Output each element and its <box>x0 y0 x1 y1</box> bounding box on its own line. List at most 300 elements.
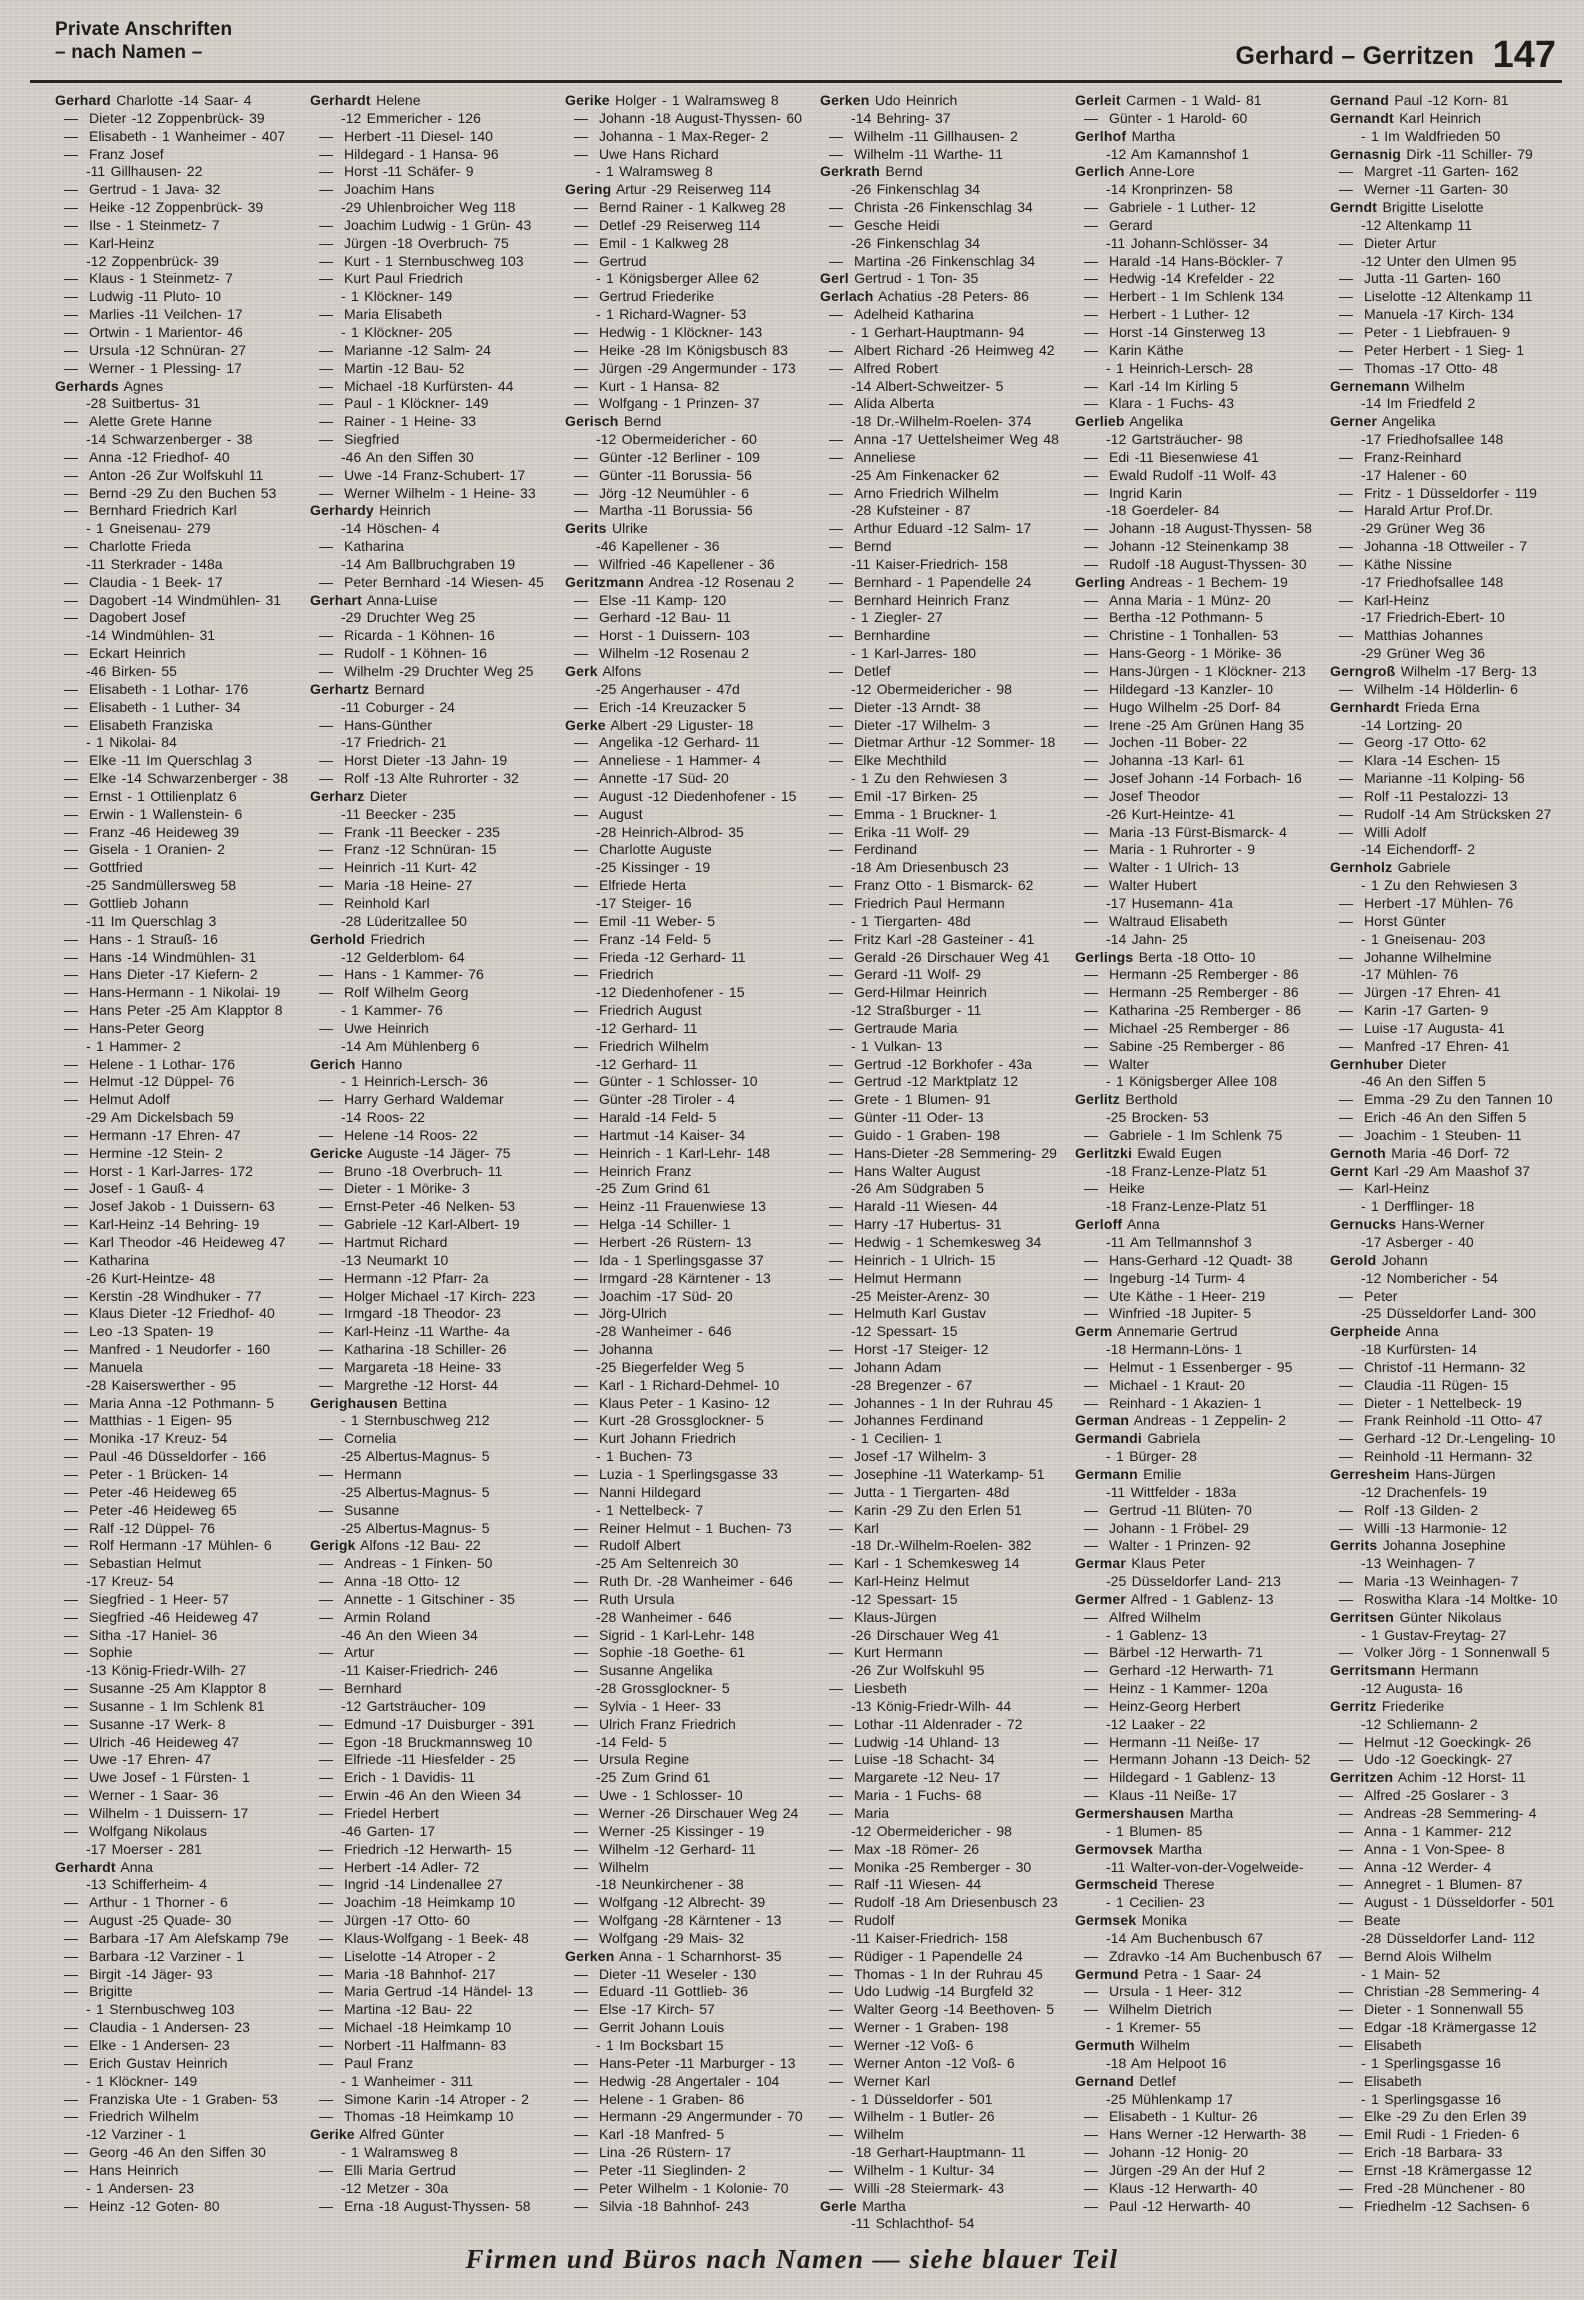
ditto-dash: — <box>64 2161 78 2178</box>
ditto-entry-line: — Gertrud Friederike <box>565 288 815 306</box>
ditto-dash: — <box>829 1448 843 1465</box>
ditto-entry-line: — Hedwig - 1 Klöckner- 143 <box>565 324 815 342</box>
surname: Germershausen <box>1075 1805 1185 1821</box>
ditto-entry-line: — Manfred -17 Ehren- 41 <box>1330 1038 1580 1056</box>
surname: Gerike <box>310 2126 355 2143</box>
address-continuation-line: -18 Kurfürsten- 14 <box>1361 1341 1477 1358</box>
ditto-dash: — <box>319 127 333 144</box>
ditto-entry-line: — Helmut Adolf <box>55 1091 305 1109</box>
ditto-entry-line: — Paul -46 Düsseldorfer - 166 <box>55 1448 305 1466</box>
surname-entry-line: Gerhardt Anna <box>55 1858 154 1875</box>
ditto-dash: — <box>64 1216 78 1233</box>
ditto-dash: — <box>64 1394 78 1411</box>
header-right <box>1236 34 1556 77</box>
ditto-entry-line: — Rolf -11 Pestalozzi- 13 <box>1330 788 1580 806</box>
ditto-entry-line: — Ingrid Karin <box>1075 485 1325 503</box>
ditto-dash: — <box>1084 1501 1098 1518</box>
ditto-dash: — <box>1084 698 1098 715</box>
ditto-dash: — <box>64 1412 78 1429</box>
ditto-entry-line: — Hermann -29 Angermunder - 70 <box>565 2108 815 2126</box>
ditto-dash: — <box>1084 984 1098 1001</box>
ditto-dash: — <box>1084 484 1098 501</box>
ditto-dash: — <box>64 948 78 965</box>
ditto-entry-line: — Hermann -11 Neiße- 17 <box>1075 1734 1325 1752</box>
column-2 <box>310 92 560 2233</box>
ditto-dash: — <box>1084 1787 1098 1804</box>
ditto-entry-line: — Katharina -18 Schiller- 26 <box>310 1341 560 1359</box>
ditto-entry-line: — Erna -18 August-Thyssen- 58 <box>310 2198 560 2216</box>
ditto-entry-line: — Willi -28 Steiermark- 43 <box>820 2180 1070 2198</box>
surname: Germandi <box>1075 1430 1142 1447</box>
ditto-entry-line: — Horst -11 Schäfer- 9 <box>310 163 560 181</box>
ditto-dash: — <box>829 1947 843 1964</box>
ditto-entry-line: — Charlotte Frieda <box>55 538 305 556</box>
ditto-entry-line: — Harald -11 Wiesen- 44 <box>820 1198 1070 1216</box>
ditto-dash: — <box>319 1733 333 1750</box>
ditto-dash: — <box>1339 234 1353 251</box>
ditto-entry-line: — Gabriele -12 Karl-Albert- 19 <box>310 1216 560 1234</box>
address-continuation-line: -26 Kurt-Heintze- 41 <box>1106 805 1236 822</box>
ditto-dash: — <box>829 1483 843 1500</box>
surname-entry-line: Gerk Alfons <box>565 663 642 679</box>
ditto-entry-line: — Marianne -11 Kolping- 56 <box>1330 770 1580 788</box>
ditto-entry-line: — Martin -12 Bau- 52 <box>310 360 560 378</box>
address-continuation-line: -25 Brocken- 53 <box>1106 1109 1209 1126</box>
ditto-dash: — <box>319 1805 333 1821</box>
ditto-dash: — <box>574 1234 588 1250</box>
surname-entry-line: Germar Klaus Peter <box>1075 1555 1206 1572</box>
surname-entry-line: Gerritz Friederike <box>1330 1697 1445 1714</box>
surname: Gerlach <box>820 288 874 305</box>
page-title-line2: – nach Namen – <box>55 42 203 63</box>
surname: Gerleit <box>1075 92 1121 108</box>
ditto-entry-line: — Erich -14 Kreuzacker 5 <box>565 699 815 717</box>
address-continuation-line: -11 Kaiser-Friedrich- 246 <box>341 1662 498 1679</box>
ditto-dash: — <box>574 1662 588 1679</box>
address-continuation-line: -11 Im Querschlag 3 <box>86 912 217 929</box>
ditto-dash: — <box>64 1555 78 1572</box>
ditto-entry-line: — Heike -28 Im Königsbusch 83 <box>565 342 815 360</box>
address-continuation-line: -26 Finkenschlag 34 <box>851 234 981 251</box>
ditto-dash: — <box>64 2019 78 2036</box>
ditto-dash: — <box>829 252 843 269</box>
ditto-entry-line: — Rolf -13 Alte Ruhrorter - 32 <box>310 770 560 788</box>
ditto-entry-line: — Annette -17 Süd- 20 <box>565 770 815 788</box>
ditto-entry-line: — Herbert -26 Rüstern- 13 <box>565 1234 815 1252</box>
address-continuation-line: -25 Angerhauser - 47d <box>596 680 740 697</box>
ditto-dash: — <box>1084 1376 1098 1393</box>
ditto-dash: — <box>319 1180 333 1197</box>
ditto-entry-line: — Christof -11 Hermann- 32 <box>1330 1359 1580 1377</box>
ditto-dash: — <box>574 1912 588 1929</box>
address-continuation-line: -14 Am Ballbruchgraben 19 <box>341 555 516 572</box>
ditto-entry-line: — Liesbeth <box>820 1680 1070 1698</box>
address-continuation-line: -25 Düsseldorfer Land- 213 <box>1106 1573 1281 1590</box>
ditto-entry-line: — Susanne -17 Werk- 8 <box>55 1716 305 1734</box>
ditto-entry-line: — Günter - 1 Harold- 60 <box>1075 110 1325 128</box>
column-5 <box>1075 92 1325 2233</box>
ditto-entry-line: — Gertrud - 1 Java- 32 <box>55 181 305 199</box>
ditto-entry-line: — Rainer - 1 Heine- 33 <box>310 413 560 431</box>
ditto-entry-line: — Edi -11 Biesenwiese 41 <box>1075 449 1325 467</box>
ditto-entry-line: — Uwe Heinrich <box>310 1020 560 1038</box>
ditto-entry-line: — Hermann -17 Ehren- 47 <box>55 1127 305 1145</box>
ditto-dash: — <box>1084 645 1098 662</box>
ditto-entry-line: — Bernhard Friedrich Karl <box>55 502 305 520</box>
ditto-entry-line: — Herbert - 1 Im Schlenk 134 <box>1075 288 1325 306</box>
address-continuation-line: - 1 Klöckner- 149 <box>341 288 453 305</box>
ditto-dash: — <box>319 1840 333 1857</box>
ditto-entry-line: — Friedrich <box>565 966 815 984</box>
ditto-dash: — <box>574 199 588 216</box>
ditto-entry-line: — Gerard <box>1075 217 1325 235</box>
ditto-dash: — <box>1084 859 1098 876</box>
ditto-entry-line: — Hildegard - 1 Hansa- 96 <box>310 146 560 164</box>
ditto-entry-line: — Peter - 1 Brücken- 14 <box>55 1466 305 1484</box>
surname: Gernoth <box>1330 1144 1386 1161</box>
ditto-entry-line: — Heinz-Georg Herbert <box>1075 1698 1325 1716</box>
ditto-entry-line: — Siegfried - 1 Heer- 57 <box>55 1591 305 1609</box>
ditto-dash: — <box>319 1965 333 1982</box>
ditto-dash: — <box>1339 2108 1353 2125</box>
surname-entry-line: Germsek Monika <box>1075 1912 1187 1929</box>
ditto-entry-line: — Birgit -14 Jäger- 93 <box>55 1966 305 1984</box>
ditto-dash: — <box>64 1002 78 1019</box>
ditto-dash: — <box>574 448 588 465</box>
ditto-dash: — <box>574 877 588 894</box>
ditto-entry-line: — Karl Theodor -46 Heideweg 47 <box>55 1234 305 1252</box>
ditto-entry-line: — Ferdinand <box>820 841 1070 859</box>
surname: Gernandt <box>1330 109 1394 126</box>
address-continuation-line: -17 Halener - 60 <box>1361 466 1467 483</box>
ditto-entry-line: — Karl -14 Im Kirling 5 <box>1075 378 1325 396</box>
ditto-dash: — <box>1084 538 1098 555</box>
ditto-dash: — <box>1339 2072 1353 2089</box>
ditto-entry-line: — Erich -18 Barbara- 33 <box>1330 2144 1580 2162</box>
ditto-dash: — <box>319 270 333 287</box>
ditto-entry-line: — Zdravko -14 Am Buchenbusch 67 <box>1075 1948 1325 1966</box>
surname: Gernucks <box>1330 1216 1397 1233</box>
ditto-dash: — <box>1084 1180 1098 1197</box>
ditto-dash: — <box>64 1590 78 1607</box>
surname-entry-line: Gerlitzki Ewald Eugen <box>1075 1144 1222 1161</box>
ditto-dash: — <box>1339 323 1353 340</box>
ditto-entry-line: — Maria - 1 Ruhrorter - 9 <box>1075 841 1325 859</box>
ditto-entry-line: — Klaus -11 Neiße- 17 <box>1075 1787 1325 1805</box>
ditto-dash: — <box>319 1715 333 1732</box>
ditto-entry-line: — Harald Artur Prof.Dr. <box>1330 502 1580 520</box>
ditto-dash: — <box>1084 1644 1098 1661</box>
ditto-dash: — <box>574 2054 588 2071</box>
address-continuation-line: -25 Albertus-Magnus- 5 <box>341 1519 490 1536</box>
address-continuation-line: -28 Suitbertus- 31 <box>86 395 201 412</box>
ditto-entry-line: — Jörg -12 Neumühler - 6 <box>565 485 815 503</box>
ditto-entry-line: — Peter -46 Heideweg 65 <box>55 1502 305 1520</box>
ditto-dash: — <box>319 2197 333 2214</box>
ditto-dash: — <box>829 1715 843 1732</box>
surname-entry-line: Gerhartz Bernard <box>310 680 425 697</box>
ditto-entry-line: — Hans-Gerhard -12 Quadt- 38 <box>1075 1252 1325 1270</box>
ditto-dash: — <box>574 234 588 251</box>
surname-entry-line: Gernoth Maria -46 Dorf- 72 <box>1330 1144 1510 1161</box>
ditto-dash: — <box>1339 894 1353 911</box>
ditto-entry-line: — Beate <box>1330 1912 1580 1930</box>
ditto-dash: — <box>1339 2001 1353 2018</box>
ditto-dash: — <box>64 127 78 144</box>
ditto-dash: — <box>64 1073 78 1090</box>
ditto-dash: — <box>1339 591 1353 608</box>
surname-entry-line: Gerleit Carmen - 1 Wald- 81 <box>1075 92 1262 108</box>
address-continuation-line: - 1 Ziegler- 27 <box>851 609 943 626</box>
ditto-entry-line: — Gerald -26 Dirschauer Weg 41 <box>820 949 1070 967</box>
ditto-dash: — <box>829 341 843 358</box>
ditto-entry-line: — Susanne Angelika <box>565 1662 815 1680</box>
address-continuation-line: -17 Friedhofsallee 148 <box>1361 431 1504 448</box>
surname: Gerlieb <box>1075 413 1125 430</box>
address-continuation-line: -29 Druchter Weg 25 <box>341 609 476 626</box>
ditto-entry-line: — Hans-Günther <box>310 717 560 735</box>
ditto-dash: — <box>1084 1608 1098 1625</box>
ditto-entry-line: — Hartmut Richard <box>310 1234 560 1252</box>
address-continuation-line: -17 Friedrich-Ebert- 10 <box>1361 609 1505 626</box>
ditto-dash: — <box>829 1198 843 1215</box>
ditto-entry-line: — Peter Bernhard -14 Wiesen- 45 <box>310 574 560 592</box>
ditto-dash: — <box>64 1055 78 1072</box>
ditto-dash: — <box>829 1805 843 1821</box>
surname: Gernhardt <box>1330 698 1400 715</box>
ditto-dash: — <box>64 199 78 216</box>
ditto-entry-line: — Gertrud -11 Blüten- 70 <box>1075 1502 1325 1520</box>
address-continuation-line: - 1 Main- 52 <box>1361 1965 1441 1982</box>
ditto-dash: — <box>1339 1573 1353 1590</box>
ditto-entry-line: — Detlef <box>820 663 1070 681</box>
ditto-dash: — <box>1084 216 1098 233</box>
ditto-dash: — <box>829 1555 843 1572</box>
address-continuation-line: - 1 Richard-Wagner- 53 <box>596 306 747 323</box>
surname-entry-line: Gerike Holger - 1 Walramsweg 8 <box>565 92 779 108</box>
ditto-entry-line: — Heinrich - 1 Karl-Lehr- 148 <box>565 1145 815 1163</box>
surname-entry-line: Gernhardt Frieda Erna <box>1330 698 1480 715</box>
ditto-entry-line: — Martha -11 Borussia- 56 <box>565 502 815 520</box>
ditto-entry-line: — Jürgen -29 An der Huf 2 <box>1075 2162 1325 2180</box>
address-continuation-line: - 1 Nikolai- 84 <box>86 734 177 751</box>
ditto-entry-line: — Elke -29 Zu den Erlen 39 <box>1330 2108 1580 2126</box>
ditto-entry-line: — Rudolf - 1 Köhnen- 16 <box>310 645 560 663</box>
ditto-entry-line: — Rolf Hermann -17 Mühlen- 6 <box>55 1537 305 1555</box>
column-4 <box>820 92 1070 2233</box>
ditto-dash: — <box>319 894 333 911</box>
address-continuation-line: -14 Jahn- 25 <box>1106 930 1188 947</box>
ditto-entry-line: — Peter Wilhelm - 1 Kolonie- 70 <box>565 2180 815 2198</box>
ditto-dash: — <box>319 216 333 233</box>
ditto-entry-line: — Johanna - 1 Max-Reger- 2 <box>565 128 815 146</box>
surname: Gerndt <box>1330 199 1378 216</box>
ditto-entry-line: — Fred -28 Münchener - 80 <box>1330 2180 1580 2198</box>
ditto-dash: — <box>574 1626 588 1643</box>
ditto-entry-line: — Werner -12 Voß- 6 <box>820 2037 1070 2055</box>
address-continuation-line: - 1 Derfflinger- 18 <box>1361 1198 1475 1215</box>
ditto-dash: — <box>574 1483 588 1500</box>
ditto-dash: — <box>1339 1822 1353 1839</box>
ditto-dash: — <box>829 1858 843 1875</box>
ditto-entry-line: — Erich Gustav Heinrich <box>55 2055 305 2073</box>
ditto-entry-line: — Rudolf Albert <box>565 1537 815 1555</box>
address-continuation-line: -46 Birken- 55 <box>86 663 177 679</box>
ditto-entry-line: — Ingeburg -14 Turm- 4 <box>1075 1270 1325 1288</box>
address-continuation-line: - 1 Tiergarten- 48d <box>851 912 971 929</box>
ditto-entry-line: — Thomas -18 Heimkamp 10 <box>310 2108 560 2126</box>
surname: Gerle <box>820 2197 857 2214</box>
surname: Germsek <box>1075 1912 1137 1929</box>
address-continuation-line: -11 Sterkrader - 148a <box>86 555 223 572</box>
ditto-entry-line: — Friedrich August <box>565 1002 815 1020</box>
ditto-entry-line: — Susanne - 1 Im Schlenk 81 <box>55 1698 305 1716</box>
ditto-entry-line: — Helmut -12 Düppel- 76 <box>55 1073 305 1091</box>
ditto-dash: — <box>1084 609 1098 626</box>
ditto-dash: — <box>319 2054 333 2071</box>
ditto-dash: — <box>1339 1590 1353 1607</box>
ditto-dash: — <box>574 2197 588 2214</box>
surname: Germann <box>1075 1465 1138 1482</box>
ditto-entry-line: — August <box>565 806 815 824</box>
ditto-entry-line: — Dieter -13 Arndt- 38 <box>820 699 1070 717</box>
ditto-dash: — <box>64 1769 78 1786</box>
surname: Gericke <box>310 1144 363 1161</box>
ditto-dash: — <box>829 1109 843 1126</box>
surname-entry-line: Gerndt Brigitte Liselotte <box>1330 199 1484 216</box>
ditto-dash: — <box>319 1858 333 1875</box>
ditto-dash: — <box>1339 1787 1353 1804</box>
ditto-dash: — <box>574 698 588 715</box>
ditto-entry-line: — Friedrich -12 Herwarth- 15 <box>310 1841 560 1859</box>
ditto-entry-line: — Josef Theodor <box>1075 788 1325 806</box>
address-continuation-line: -14 Am Mühlenberg 6 <box>341 1037 480 1054</box>
ditto-entry-line: — Grete - 1 Blumen- 91 <box>820 1091 1070 1109</box>
ditto-dash: — <box>1084 1519 1098 1536</box>
surname-entry-line: Gerigk Alfons -12 Bau- 22 <box>310 1537 481 1554</box>
ditto-dash: — <box>1339 1983 1353 2000</box>
ditto-dash: — <box>1339 734 1353 751</box>
ditto-entry-line: — Gesche Heidi <box>820 217 1070 235</box>
ditto-dash: — <box>1339 823 1353 840</box>
ditto-entry-line: — Heike -12 Zoppenbrück- 39 <box>55 199 305 217</box>
ditto-dash: — <box>829 2054 843 2071</box>
ditto-entry-line: — Hermann -25 Remberger - 86 <box>1075 984 1325 1002</box>
ditto-dash: — <box>829 1126 843 1143</box>
ditto-dash: — <box>1339 448 1353 465</box>
ditto-entry-line: — Hans Heinrich <box>55 2162 305 2180</box>
ditto-dash: — <box>1084 1947 1098 1964</box>
ditto-dash: — <box>1084 377 1098 394</box>
surname: Geritzmann <box>565 573 645 590</box>
ditto-dash: — <box>64 1162 78 1179</box>
ditto-dash: — <box>64 1144 78 1161</box>
ditto-dash: — <box>1339 181 1353 198</box>
address-continuation-line: - 1 Cecilien- 1 <box>851 1430 942 1447</box>
ditto-dash: — <box>1339 1858 1353 1875</box>
ditto-entry-line: — Luzia - 1 Sperlingsgasse 33 <box>565 1466 815 1484</box>
ditto-dash: — <box>64 1751 78 1768</box>
ditto-entry-line: — Elisabeth Franziska <box>55 717 305 735</box>
ditto-dash: — <box>574 787 588 804</box>
surname: Gerlhof <box>1075 127 1127 144</box>
surname: Gerritsen <box>1330 1608 1395 1625</box>
ditto-entry-line: — Elisabeth <box>1330 2037 1580 2055</box>
ditto-entry-line: — Guido - 1 Graben- 198 <box>820 1127 1070 1145</box>
ditto-dash: — <box>64 341 78 358</box>
ditto-entry-line: — Gabriele - 1 Luther- 12 <box>1075 199 1325 217</box>
ditto-dash: — <box>1084 1251 1098 1268</box>
ditto-dash: — <box>829 1144 843 1161</box>
address-continuation-line: - 1 Klöckner- 149 <box>86 2072 198 2089</box>
ditto-dash: — <box>64 1929 78 1946</box>
surname-entry-line: Gerling Andreas - 1 Bechem- 19 <box>1075 573 1288 590</box>
ditto-dash: — <box>64 984 78 1001</box>
ditto-entry-line: — Heinz -11 Frauenwiese 13 <box>565 1198 815 1216</box>
ditto-entry-line: — Ida - 1 Sperlingsgasse 37 <box>565 1252 815 1270</box>
surname-entry-line: Gerhard Charlotte -14 Saar- 4 <box>55 92 252 108</box>
ditto-entry-line: — Elke -14 Schwarzenberger - 38 <box>55 770 305 788</box>
ditto-entry-line: — Eduard -11 Gottlieb- 36 <box>565 1983 815 2001</box>
ditto-entry-line: — Bernd <box>820 538 1070 556</box>
ditto-dash: — <box>1084 288 1098 305</box>
ditto-dash: — <box>574 216 588 233</box>
ditto-dash: — <box>574 1465 588 1482</box>
ditto-entry-line: — Joachim Ludwig - 1 Grün- 43 <box>310 217 560 235</box>
ditto-entry-line: — Emma - 1 Bruckner- 1 <box>820 806 1070 824</box>
surname: Gernholz <box>1330 859 1393 876</box>
address-continuation-line: -12 Gelderblom- 64 <box>341 948 465 965</box>
ditto-dash: — <box>64 1626 78 1643</box>
ditto-dash: — <box>64 787 78 804</box>
address-continuation-line: -14 Schwarzenberger - 38 <box>86 431 253 448</box>
ditto-dash: — <box>64 288 78 305</box>
ditto-entry-line: — Monika -25 Remberger - 30 <box>820 1859 1070 1877</box>
ditto-entry-line: — Adelheid Katharina <box>820 306 1070 324</box>
ditto-entry-line: — Hugo Wilhelm -25 Dorf- 84 <box>1075 699 1325 717</box>
ditto-entry-line: — Maria Gertrud -14 Händel- 13 <box>310 1983 560 2001</box>
ditto-dash: — <box>319 984 333 1001</box>
ditto-entry-line: — Hans - 1 Kammer- 76 <box>310 966 560 984</box>
ditto-entry-line: — Christian -28 Semmering- 4 <box>1330 1983 1580 2001</box>
ditto-entry-line: — Gabriele - 1 Im Schlenk 75 <box>1075 1127 1325 1145</box>
ditto-entry-line: — Anneliese <box>820 449 1070 467</box>
address-continuation-line: -14 Windmühlen- 31 <box>86 627 216 644</box>
ditto-dash: — <box>319 413 333 430</box>
ditto-dash: — <box>1339 1394 1353 1411</box>
ditto-entry-line: — Franz -46 Heideweg 39 <box>55 824 305 842</box>
address-continuation-line: -12 Obermeidericher - 98 <box>851 1822 1012 1839</box>
ditto-entry-line: — Marianne -12 Salm- 24 <box>310 342 560 360</box>
ditto-entry-line: — Elisabeth - 1 Luther- 34 <box>55 699 305 717</box>
ditto-entry-line: — Bertha -12 Pothmann- 5 <box>1075 609 1325 627</box>
ditto-dash: — <box>319 1305 333 1322</box>
ditto-entry-line: — Else -17 Kirch- 57 <box>565 2001 815 2019</box>
ditto-entry-line: — Andreas - 1 Finken- 50 <box>310 1555 560 1573</box>
ditto-dash: — <box>319 1234 333 1250</box>
ditto-dash: — <box>64 234 78 251</box>
ditto-entry-line: — Alette Grete Hanne <box>55 413 305 431</box>
ditto-entry-line: — Ludwig -11 Pluto- 10 <box>55 288 305 306</box>
ditto-entry-line: — Kurt - 1 Hansa- 82 <box>565 378 815 396</box>
ditto-dash: — <box>1339 270 1353 287</box>
surname: Gerigk <box>310 1537 356 1554</box>
ditto-dash: — <box>64 752 78 769</box>
ditto-entry-line: — Friedrich Wilhelm <box>565 1038 815 1056</box>
ditto-dash: — <box>319 1430 333 1447</box>
ditto-entry-line: — Rolf -13 Gilden- 2 <box>1330 1502 1580 1520</box>
ditto-entry-line: — Hermann -25 Remberger - 86 <box>1075 966 1325 984</box>
